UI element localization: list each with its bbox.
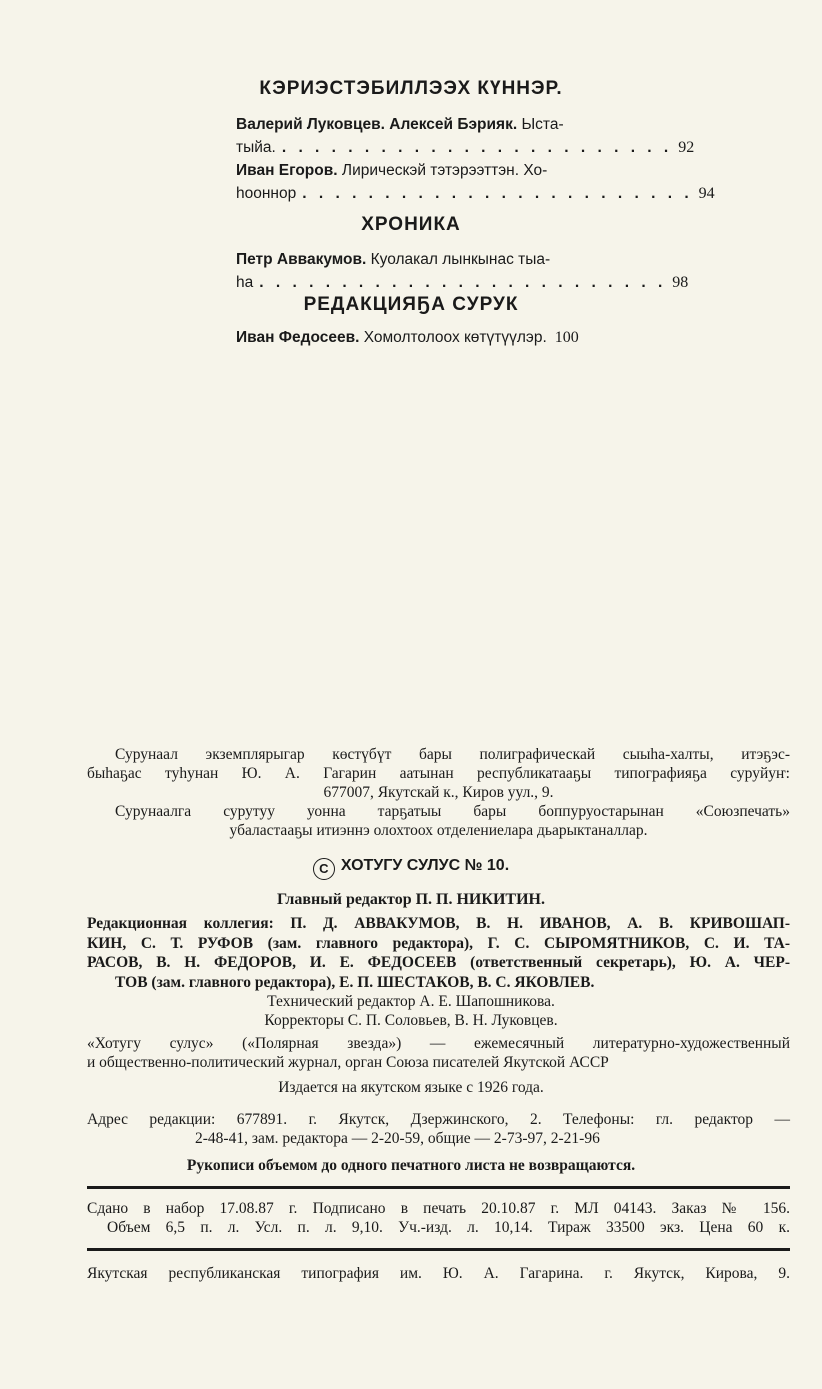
board-line: ТОВ (зам. главного редактора), Е. П. ШЕСТАКОВ, В. С. ЯКОВЛЕВ. bbox=[115, 973, 595, 991]
toc-author: Иван Егоров. bbox=[236, 162, 338, 179]
toc-entry-line-1 bbox=[236, 113, 631, 136]
magazine-issue bbox=[0, 856, 822, 880]
print-line: Сдано в набор 17.08.87 г. Подписано в печать 20.10.87 г. МЛ 04143. Заказ № 156. bbox=[87, 1200, 790, 1217]
board-line: РАСОВ, В. Н. ФЕДОРОВ, И. Е. ФЕДОСЕЕВ (ответственный секретарь), Ю. А. ЧЕР- bbox=[87, 954, 790, 971]
toc-title-part: Лирическэй тэтэрээттэн. Хо- bbox=[341, 162, 548, 179]
toc-entry-line-1 bbox=[236, 326, 631, 349]
correctors: Корректоры С. П. Соловьев, В. Н. Луковцев. bbox=[264, 1012, 558, 1029]
toc-entry-line-2 bbox=[236, 271, 689, 294]
toc-title-part: Ыста- bbox=[521, 116, 564, 133]
address-line: Адрес редакции: 677891. г. Якутск, Дзержинского, 2. Телефоны: гл. редактор — bbox=[87, 1111, 790, 1128]
toc-title-part: Куолакал лынкынас тыа- bbox=[370, 251, 551, 268]
chief-editor: Главный редактор П. П. НИКИТИН. bbox=[277, 891, 545, 908]
printer-line bbox=[87, 1264, 790, 1283]
notice-line: быһаҕас туһунан Ю. А. Гагарин аатынан республикатааҕы типографияҕа суруйуҥ: bbox=[87, 765, 790, 782]
distribution-notice bbox=[87, 802, 790, 840]
toc-entry[interactable] bbox=[236, 159, 715, 205]
toc-page-number: 94 bbox=[698, 185, 715, 202]
toc-author: Петр Аввакумов. bbox=[236, 251, 367, 268]
copyright-icon: C bbox=[313, 858, 335, 880]
technical-editor: Технический редактор А. Е. Шапошникова. bbox=[267, 993, 555, 1010]
toc-entry-line-2 bbox=[236, 136, 695, 159]
toc-title-part: һооннор bbox=[236, 185, 297, 202]
toc-entry[interactable] bbox=[236, 113, 695, 159]
editorial-address bbox=[87, 1110, 790, 1148]
description-line: и общественно-политический журнал, орган Союза писателей Якутской АССР bbox=[87, 1054, 609, 1071]
published-since: Издается на якутском языке с 1926 года. bbox=[278, 1079, 544, 1096]
section-heading: ХРОНИКА bbox=[361, 214, 461, 235]
board-line: КИН, С. Т. РУФОВ (зам. главного редактора), Г. С. СЫРОМЯТНИКОВ, С. И. ТА- bbox=[87, 934, 790, 952]
toc-page-number: 98 bbox=[672, 274, 689, 291]
toc-author: Валерий Луковцев. Алексей Бэрияк. bbox=[236, 116, 518, 133]
toc-entry[interactable] bbox=[236, 326, 631, 349]
journal-description bbox=[87, 1034, 790, 1072]
printer-text: Якутская республиканская типография им. Ю. А. Гагарина. г. Якутск, Кирова, 9. bbox=[87, 1265, 790, 1282]
toc-page-number: 100 bbox=[554, 329, 579, 346]
print-line: Объем 6,5 п. л. Усл. п. л. 9,10. Уч.-изд. л. 10,14. Тираж 33500 экз. Цена 60 к. bbox=[107, 1219, 790, 1236]
divider bbox=[87, 1248, 790, 1251]
notice-line: Сурунаалга сурутуу уонна тарҕатыы бары боппуруостарынан «Союзпечать» bbox=[115, 803, 790, 820]
divider bbox=[87, 1186, 790, 1189]
section-heading: КЭРИЭСТЭБИЛЛЭЭХ КҮННЭР. bbox=[259, 78, 563, 99]
toc-entry[interactable] bbox=[236, 248, 689, 294]
toc-entry-line-2 bbox=[236, 182, 715, 205]
manuscripts-note: Рукописи объемом до одного печатного листа не возвращаются. bbox=[186, 1157, 636, 1174]
toc-entry-line-1 bbox=[236, 159, 631, 182]
toc-entry-line-1 bbox=[236, 248, 631, 271]
notice-line: 677007, Якутскай к., Киров уул., 9. bbox=[323, 784, 554, 801]
leader-dots: . . . . . . . . . . . . . . . . . . . . . . . . bbox=[281, 139, 673, 156]
section-heading: РЕДАКЦИЯҔА СУРУК bbox=[303, 294, 519, 315]
notice-line: убаластааҕы итиэннэ олохтоох отделениелара дьарыктаналлар. bbox=[229, 822, 648, 839]
board-line: Редакционная коллегия: П. Д. АВВАКУМОВ, В. Н. ИВАНОВ, А. В. КРИВОШАП- bbox=[87, 915, 790, 932]
editorial-board bbox=[87, 914, 790, 992]
print-details bbox=[87, 1199, 790, 1237]
toc-title-part: тыйа. bbox=[236, 139, 276, 156]
toc-title-part: һа bbox=[236, 274, 254, 291]
toc-author: Иван Федосеев. bbox=[236, 329, 360, 346]
toc-title-part: Хомолтолоох көтүтүүлэр. bbox=[363, 329, 547, 346]
notice-line: Сурунаал экземплярыгар көстүбүт бары полиграфическай сыыһа-халты, итэҕэс- bbox=[115, 746, 790, 763]
leader-dots: . . . . . . . . . . . . . . . . . . . . . . . . bbox=[302, 185, 693, 202]
error-notice bbox=[87, 745, 790, 802]
issue-title: ХОТУГУ СУЛУС № 10. bbox=[340, 857, 510, 874]
description-line: «Хотугу сулус» («Полярная звезда») — ежемесячный литературно-художественный bbox=[87, 1035, 790, 1052]
address-line: 2-48-41, зам. редактора — 2-20-59, общие — 2-73-97, 2-21-96 bbox=[195, 1130, 600, 1147]
leader-dots: . . . . . . . . . . . . . . . . . . . . . . . . . bbox=[259, 274, 667, 291]
toc-page-number: 92 bbox=[678, 139, 695, 156]
